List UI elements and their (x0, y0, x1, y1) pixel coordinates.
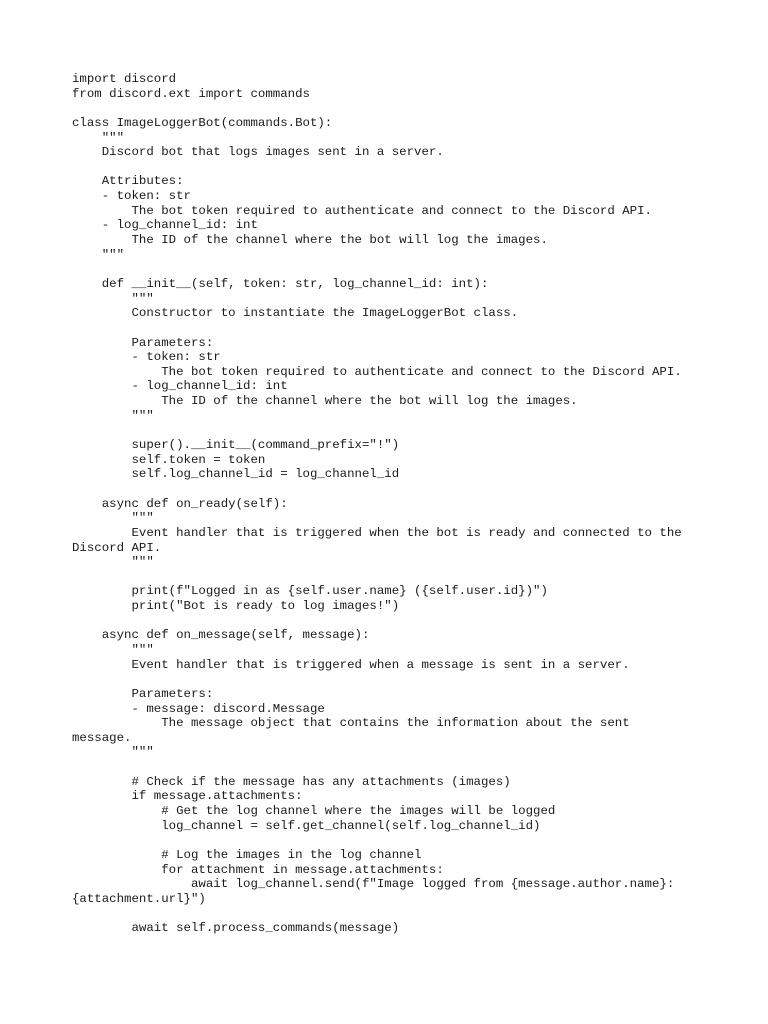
code-line (72, 101, 682, 116)
code-line: """ (72, 130, 125, 145)
code-line: Attributes: (72, 174, 184, 189)
code-line: # Get the log channel where the images will be logged (72, 804, 556, 819)
code-line: """ (72, 247, 125, 262)
code-line: """ (72, 555, 154, 570)
code-line: - token: str (72, 189, 191, 204)
code-line (72, 570, 682, 585)
code-line: Event handler that is triggered when a message is sent in a server. (72, 657, 630, 672)
code-line: """ (72, 745, 154, 760)
code-line (72, 907, 682, 922)
code-line: """ (72, 291, 154, 306)
code-line: self.log_channel_id = log_channel_id (72, 467, 400, 482)
code-line (72, 262, 682, 277)
code-line: Discord bot that logs images sent in a server. (72, 145, 444, 160)
code-line (72, 482, 682, 497)
code-line: from discord.ext import commands (72, 86, 310, 101)
code-line: # Log the images in the log channel (72, 847, 422, 862)
code-line: {attachment.url}") (72, 891, 206, 906)
code-line: - log_channel_id: int (72, 379, 288, 394)
code-line: - token: str (72, 350, 221, 365)
code-line: Parameters: (72, 686, 214, 701)
code-line: The ID of the channel where the bot will log the images. (72, 233, 548, 248)
code-line: """ (72, 511, 154, 526)
code-line (72, 760, 682, 775)
code-line: The bot token required to authenticate and connect to the Discord API. (72, 203, 652, 218)
code-line: - log_channel_id: int (72, 218, 258, 233)
code-line: async def on_ready(self): (72, 496, 288, 511)
code-line: print(f"Logged in as {self.user.name} ({self.user.id})") (72, 584, 548, 599)
code-line: class ImageLoggerBot(commands.Bot): (72, 115, 333, 130)
code-line: Parameters: (72, 335, 214, 350)
code-line: """ (72, 408, 154, 423)
code-line: The message object that contains the information about the sent (72, 716, 630, 731)
code-line: import discord (72, 72, 177, 86)
code-line: Constructor to instantiate the ImageLoggerBot class. (72, 306, 519, 321)
code-line: self.token = token (72, 452, 266, 467)
code-line: """ (72, 642, 154, 657)
code-line (72, 672, 682, 687)
code-line: await self.process_commands(message) (72, 921, 400, 936)
code-line (72, 321, 682, 336)
code-line (72, 833, 682, 848)
code-line: - message: discord.Message (72, 701, 325, 716)
code-line: Event handler that is triggered when the bot is ready and connected to the (72, 525, 682, 540)
code-line (72, 614, 682, 629)
code-line: async def on_message(self, message): (72, 628, 370, 643)
code-line (72, 423, 682, 438)
code-line: message. (72, 730, 132, 745)
code-line: The bot token required to authenticate and connect to the Discord API. (72, 364, 682, 379)
code-line: Discord API. (72, 540, 162, 555)
code-line: super().__init__(command_prefix="!") (72, 438, 400, 453)
code-listing (72, 72, 682, 936)
code-line: await log_channel.send(f"Image logged from {message.author.name}: (72, 877, 675, 892)
code-line: The ID of the channel where the bot will log the images. (72, 394, 578, 409)
code-line: # Check if the message has any attachments (images) (72, 774, 511, 789)
code-line: for attachment in message.attachments: (72, 862, 444, 877)
code-line: print("Bot is ready to log images!") (72, 599, 400, 614)
code-line: if message.attachments: (72, 789, 303, 804)
code-line: def __init__(self, token: str, log_channel_id: int): (72, 276, 489, 291)
code-line: log_channel = self.get_channel(self.log_channel_id) (72, 818, 541, 833)
code-line (72, 160, 682, 175)
